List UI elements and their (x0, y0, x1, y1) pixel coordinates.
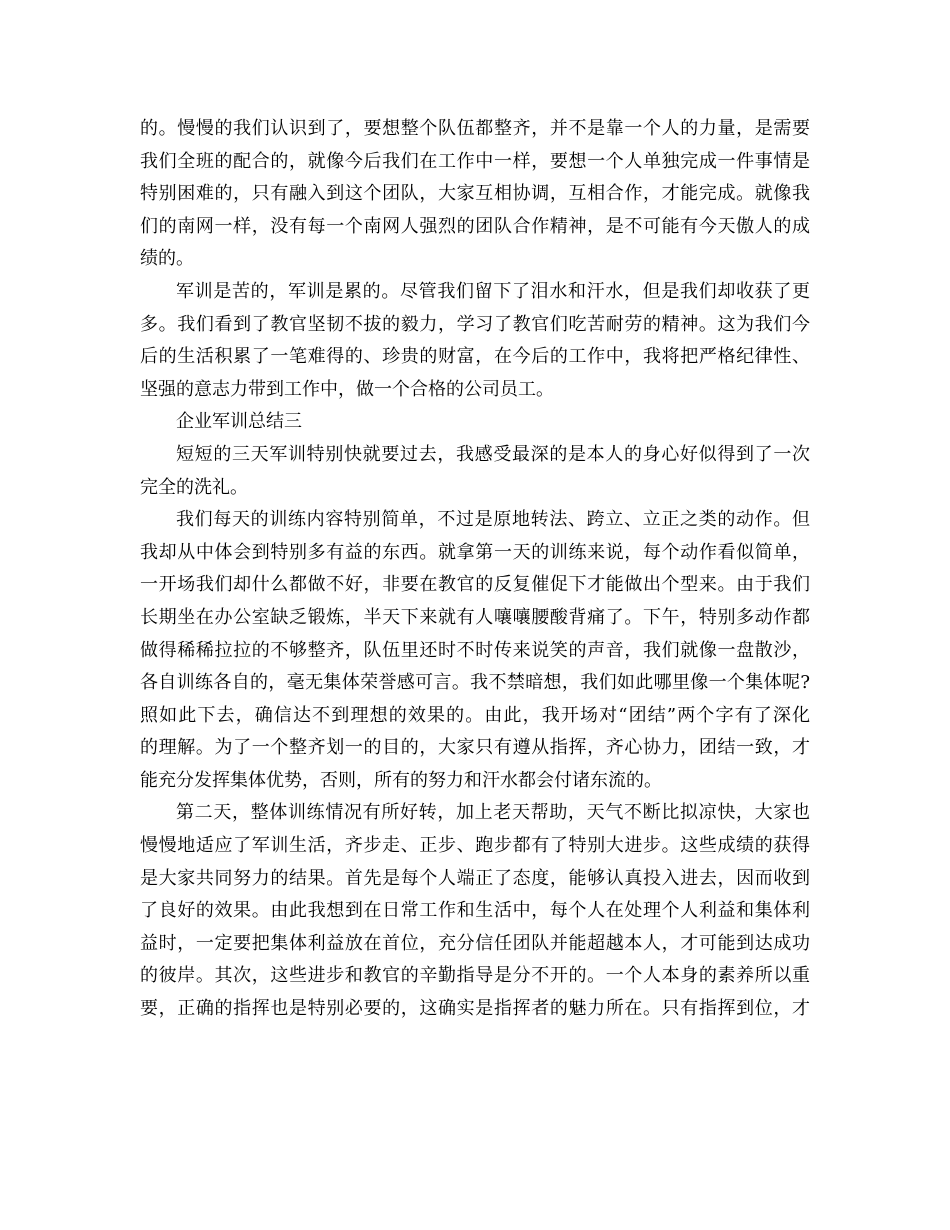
text-line (140, 341, 810, 374)
text-line-content: 绩的。 (140, 248, 194, 270)
text-line-content: 军训是苦的，军训是累的。尽管我们留下了泪水和汗水，但是我们却收获了更 (176, 280, 810, 302)
text-line (140, 602, 810, 635)
text-line (140, 895, 810, 928)
text-line-content: 完全的洗礼。 (140, 476, 248, 498)
text-line-content: 的理解。为了一个整齐划一的目的，大家只有遵从指挥，齐心协力，团结一致，才 (140, 737, 810, 759)
text-line-content: 慢慢地适应了军训生活，齐步走、正步、跑步都有了特别大进步。这些成绩的获得 (140, 835, 810, 857)
text-line-content: 我们全班的配合的，就像今后我们在工作中一样，要想一个人单独完成一件事情是 (140, 150, 810, 172)
text-line (140, 374, 810, 407)
text-line-content: 各自训练各自的，毫无集体荣誉感可言。我不禁暗想，我们如此哪里像一个集体呢? (140, 672, 810, 694)
text-line (140, 211, 810, 244)
text-line-content: 做得稀稀拉拉的不够整齐，队伍里还时不时传来说笑的声音，我们就像一盘散沙， (140, 639, 810, 661)
text-line (140, 406, 810, 439)
text-line (140, 830, 810, 863)
text-line (140, 797, 810, 830)
text-line-content: 第二天，整体训练情况有所好转，加上老天帮助，天气不断比拟凉快，大家也 (176, 802, 810, 824)
text-line-content: 我却从中体会到特别多有益的东西。就拿第一天的训练来说，每个动作看似简单， (140, 541, 810, 563)
text-line-content: 特别困难的，只有融入到这个团队，大家互相协调，互相合作，才能完成。就像我 (140, 183, 810, 205)
text-line (140, 113, 810, 146)
text-line-content: 我们每天的训练内容特别简单，不过是原地转法、跨立、立正之类的动作。但 (176, 509, 810, 531)
text-line-content: 企业军训总结三 (176, 411, 302, 433)
text-line (140, 993, 810, 1026)
text-line-content: 是大家共同努力的结果。首先是每个人端正了态度，能够认真投入进去，因而收到 (140, 867, 810, 889)
text-line (140, 960, 810, 993)
text-line (140, 537, 810, 570)
text-line-content: 多。我们看到了教官坚韧不拔的毅力，学习了教官们吃苦耐劳的精神。这为我们今 (140, 313, 810, 335)
text-line (140, 667, 810, 700)
text-line-content: 的彼岸。其次，这些进步和教官的辛勤指导是分不开的。一个人本身的素养所以重 (140, 965, 810, 987)
text-line (140, 863, 810, 896)
text-line (140, 472, 810, 505)
text-line (140, 504, 810, 537)
text-line-content: 要，正确的指挥也是特别必要的，这确实是指挥者的魅力所在。只有指挥到位，才 (140, 998, 810, 1020)
text-line (140, 146, 810, 179)
text-line-content: 照如此下去，确信达不到理想的效果的。由此，我开场对“团结”两个字有了深化 (140, 704, 810, 726)
text-line (140, 569, 810, 602)
text-line (140, 732, 810, 765)
text-line-content: 了良好的效果。由此我想到在日常工作和生活中，每个人在处理个人利益和集体利 (140, 900, 810, 922)
text-line (140, 700, 810, 733)
text-line-content: 的。慢慢的我们认识到了，要想整个队伍都整齐，并不是靠一个人的力量，是需要 (140, 118, 810, 139)
text-line-content: 益时，一定要把集体利益放在首位，充分信任团队并能超越本人，才可能到达成功 (140, 932, 810, 954)
document-body (140, 113, 810, 1026)
text-line (140, 178, 810, 211)
text-line-content: 后的生活积累了一笔难得的、珍贵的财富，在今后的工作中，我将把严格纪律性、 (140, 346, 810, 368)
text-line (140, 243, 810, 276)
text-line-content: 坚强的意志力带到工作中，做一个合格的公司员工。 (140, 378, 554, 400)
text-line-content: 短短的三天军训特别快就要过去，我感受最深的是本人的身心好似得到了一次 (176, 443, 810, 465)
text-line (140, 765, 810, 798)
text-line-content: 一开场我们却什么都做不好，非要在教官的反复催促下才能做出个型来。由于我们 (140, 574, 810, 596)
text-line (140, 276, 810, 309)
text-line (140, 309, 810, 342)
text-line-content: 们的南网一样，没有每一个南网人强烈的团队合作精神，是不可能有今天傲人的成 (140, 215, 810, 237)
text-line-content: 长期坐在办公室缺乏锻炼，半天下来就有人嚷嚷腰酸背痛了。下午，特别多动作都 (140, 606, 810, 628)
text-line (140, 635, 810, 668)
text-line-content: 能充分发挥集体优势，否则，所有的努力和汗水都会付诸东流的。 (140, 769, 662, 791)
text-line (140, 928, 810, 961)
text-line (140, 439, 810, 472)
